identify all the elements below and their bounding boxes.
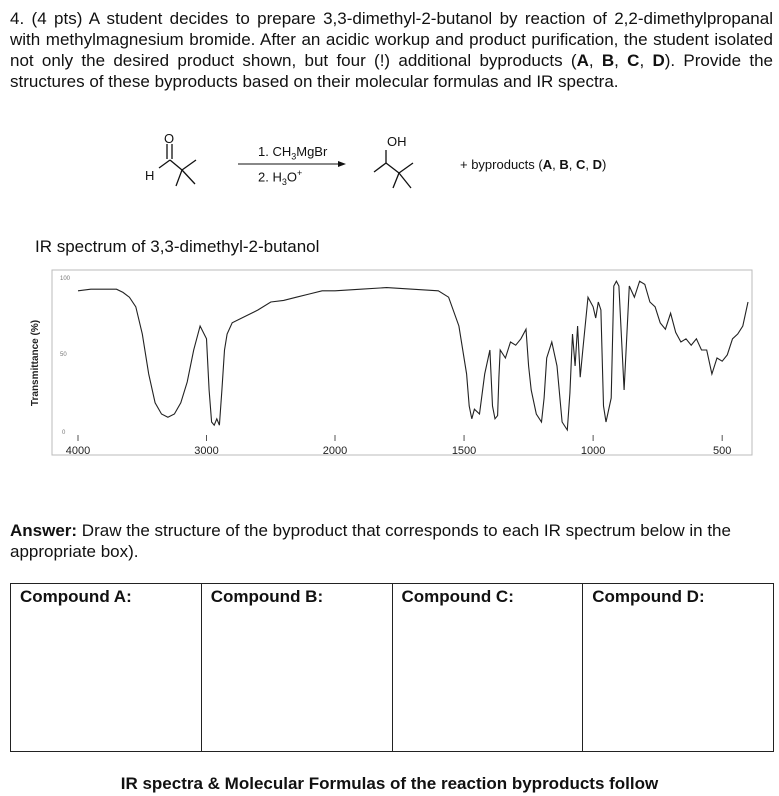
separator: ,	[588, 51, 602, 70]
reagent-1-text: 1. CH	[258, 144, 292, 159]
compound-b-label: Compound B:	[210, 587, 324, 606]
answer-text: Draw the structure of the byproduct that corresponds to each IR spectrum below in the appropriate box).	[10, 521, 731, 561]
reagent-1-subscript: 3	[291, 151, 297, 162]
answer-boxes	[10, 583, 774, 752]
reagent-step-2	[258, 168, 302, 187]
reaction-arrow	[238, 161, 346, 167]
compound-a-box[interactable]	[11, 584, 202, 751]
reagent-step-1	[258, 144, 327, 162]
byproduct-b: B	[559, 157, 569, 172]
aldehyde-oxygen: O	[164, 131, 175, 146]
y-tick-50: 50	[60, 352, 67, 358]
compound-a-label: Compound A:	[20, 587, 132, 606]
product-hydroxyl: OH	[387, 134, 407, 149]
label-b: B	[601, 51, 615, 70]
reagent-2-subscript: 3	[281, 176, 287, 187]
product-structure	[374, 150, 413, 188]
byproduct-d: D	[592, 157, 603, 172]
reagent-2-mid: O	[286, 169, 297, 185]
ir-spectrum-panel	[0, 258, 779, 468]
footer-note: IR spectra & Molecular Formulas of the reaction byproducts follow	[120, 774, 659, 793]
x-tick-label: 1500	[451, 445, 477, 457]
reagent-1-suffix: MgBr	[296, 144, 328, 159]
reagent-2-text: 2. H	[258, 169, 282, 185]
separator: ,	[585, 157, 593, 172]
aldehyde-hydrogen: H	[145, 168, 155, 183]
question-body-2: ). Provide the structures of these byproducts based on their molecular formulas and IR spectra.	[10, 51, 773, 91]
byproducts-label	[460, 157, 606, 172]
byproducts-prefix: + byproducts (	[460, 157, 543, 172]
reaction-scheme	[0, 128, 779, 208]
separator: ,	[639, 51, 653, 70]
label-a: A	[576, 51, 589, 70]
compound-c-label: Compound C:	[401, 587, 514, 606]
answer-label: Answer:	[10, 521, 78, 540]
ir-spectrum-chart	[0, 258, 779, 468]
compound-c-box[interactable]	[393, 584, 584, 751]
question-body-1: A student decides to prepare 3,3-dimethyl-2-butanol by reaction of 2,2-dimethylpropanal with methylmagnesium bromide. After an acidic workup and product purification, the student isolated not only the desired product shown, but four (!) additional byproducts (	[10, 9, 773, 70]
compound-d-label: Compound D:	[592, 587, 705, 606]
ir-spectrum-line	[78, 281, 748, 430]
aldehyde-structure	[159, 144, 196, 186]
byproduct-c: C	[576, 157, 586, 172]
x-tick-label: 1000	[580, 445, 606, 457]
question-text	[10, 8, 773, 92]
byproduct-a: A	[542, 157, 553, 172]
question-number: 4.	[10, 9, 25, 28]
x-tick-label: 2000	[322, 445, 348, 457]
question-points: (4 pts)	[31, 9, 83, 28]
plot-frame	[52, 270, 752, 455]
separator: ,	[552, 157, 560, 172]
ir-spectrum-title: IR spectrum of 3,3-dimethyl-2-butanol	[35, 237, 320, 256]
compound-d-box[interactable]	[583, 584, 773, 751]
x-tick-label: 4000	[65, 445, 91, 457]
label-d: D	[652, 51, 665, 70]
compound-b-box[interactable]	[202, 584, 393, 751]
y-axis-label: Transmittance (%)	[30, 319, 41, 407]
separator: ,	[568, 157, 576, 172]
answer-instructions	[10, 520, 770, 562]
byproducts-suffix: )	[602, 157, 607, 172]
y-tick-0: 0	[62, 430, 66, 436]
x-tick-label: 500	[713, 445, 732, 457]
reagent-2-superscript: +	[296, 168, 303, 178]
label-c: C	[627, 51, 640, 70]
x-tick-label: 3000	[194, 445, 219, 457]
y-tick-100: 100	[60, 276, 71, 282]
separator: ,	[614, 51, 628, 70]
